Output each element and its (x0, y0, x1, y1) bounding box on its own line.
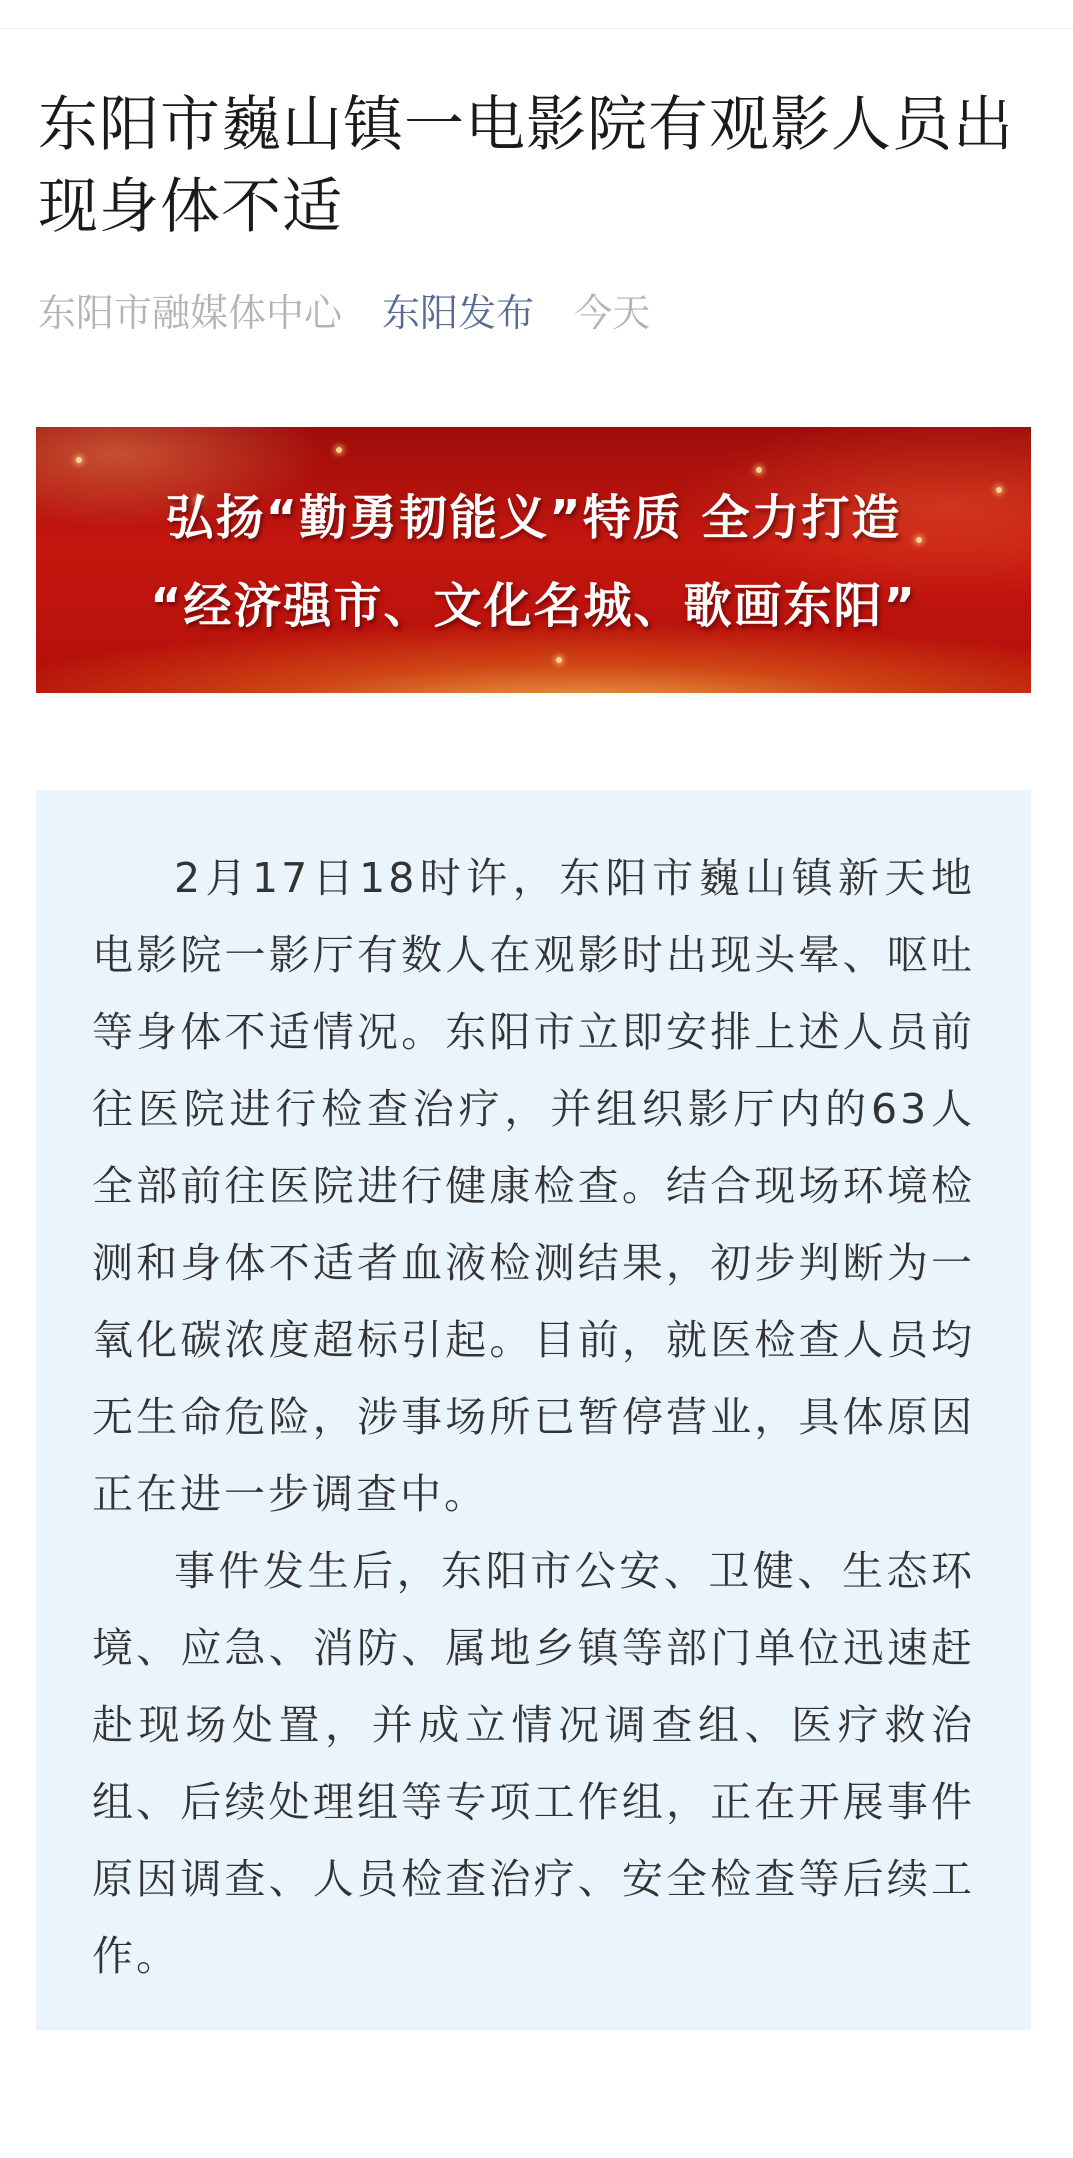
banner-slogan-line-1: 弘扬“勤勇韧能义”特质 全力打造 (165, 490, 902, 546)
sparkle-decoration (76, 457, 82, 463)
article-body (36, 790, 1031, 2030)
sparkle-decoration (336, 447, 342, 453)
article-source: 东阳市融媒体中心 (38, 291, 343, 335)
article-meta (38, 287, 678, 339)
top-bar (0, 0, 1073, 29)
sparkle-decoration (556, 657, 562, 663)
paragraph: 2月17日18时许，东阳市巍山镇新天地电影院一影厅有数人在观影时出现头晕、呕吐等身体不适情况。东阳市立即安排上述人员前往医院进行检查治疗，并组织影厅内的63人全部前往医院进行健康检查。结合现场环境检测和身体不适者血液检测结果，初步判断为一氧化碳浓度超标引起。目前，就医检查人员均无生命危险，涉事场所已暂停营业，具体原因正在进一步调查中。 (92, 854, 975, 1518)
sparkle-decoration (756, 467, 762, 473)
banner-slogan-line-2: “经济强市、文化名城、歌画东阳” (149, 578, 918, 634)
account-link[interactable]: 东阳发布 (382, 291, 535, 335)
publish-date: 今天 (574, 291, 651, 335)
banner-image (36, 427, 1031, 693)
article-title: 东阳市巍山镇一电影院有观影人员出现身体不适 (38, 90, 1014, 242)
paragraph: 事件发生后，东阳市公安、卫健、生态环境、应急、消防、属地乡镇等部门单位迅速赶赴现场处置，并成立情况调查组、医疗救治组、后续处理组等专项工作组，正在开展事件原因调查、人员检查治疗、安全检查等后续工作。 (92, 1547, 975, 1980)
